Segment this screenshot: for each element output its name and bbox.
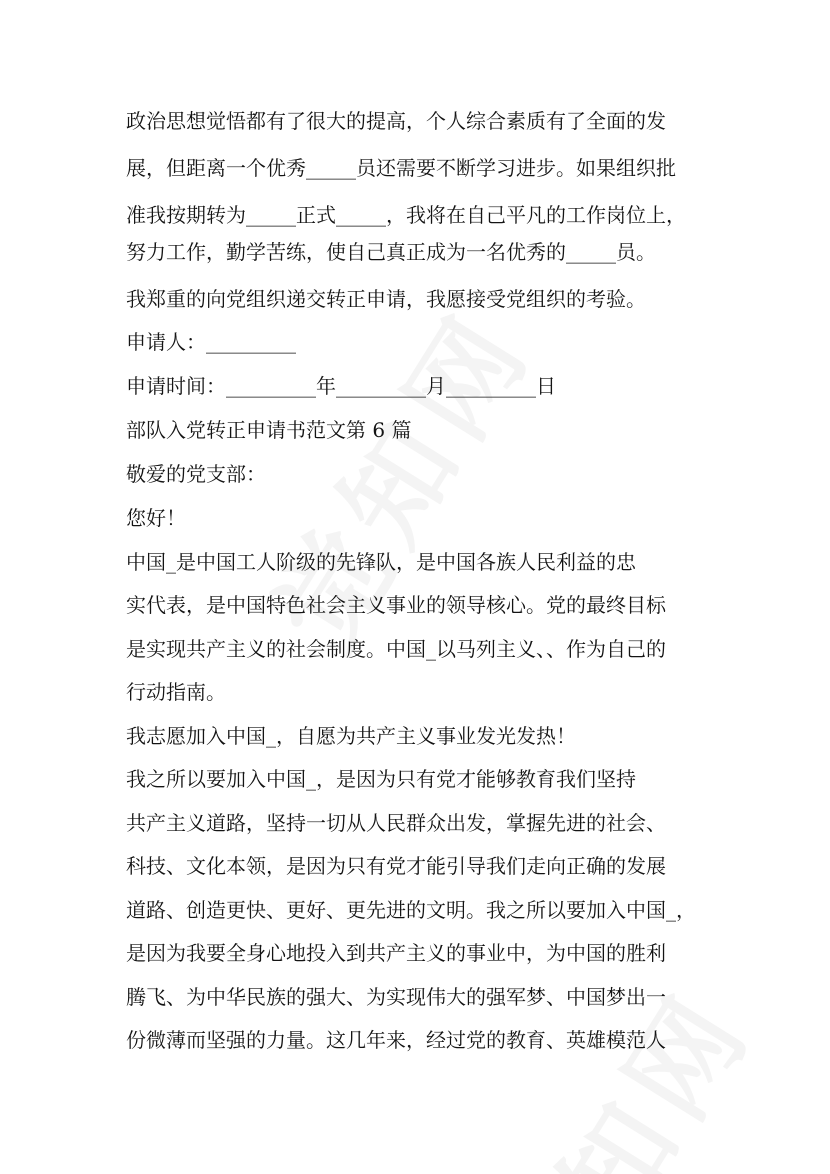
salutation: 敬爱的党支部： <box>126 462 266 486</box>
text-line: 展，但距离一个优秀_____员还需要不断学习进步。如果组织批 <box>126 156 676 180</box>
text-line: 科技、文化本领，是因为只有党才能引导我们走向正确的发展 <box>126 854 666 878</box>
text-line: 是因为我要全身心地投入到共产主义的事业中，为中国的胜利 <box>126 941 666 965</box>
text-line: 份微薄而坚强的力量。这几年来，经过党的教育、英雄模范人 <box>126 1028 666 1052</box>
section-heading: 部队入党转正申请书范文第 6 篇 <box>126 418 412 442</box>
date-line: 申请时间：_________年_________月_________日 <box>126 374 556 398</box>
text-line: 是实现共产主义的社会制度。中国_以马列主义、、作为自己的 <box>126 637 666 661</box>
text-line: 行动指南。 <box>126 680 226 704</box>
applicant-line: 申请人：_________ <box>126 330 296 354</box>
greeting: 您好！ <box>126 506 186 530</box>
text-line: 政治思想觉悟都有了很大的提高，个人综合素质有了全面的发 <box>126 109 666 133</box>
text-line: 腾飞、为中华民族的强大、为实现伟大的强军梦、中国梦出一 <box>126 985 666 1009</box>
text-line: 准我按期转为_____正式_____，我将在自己平凡的工作岗位上， <box>126 203 686 227</box>
text-line: 我郑重的向党组织递交转正申请，我愿接受党组织的考验。 <box>126 287 646 311</box>
text-line: 共产主义道路，坚持一切从人民群众出发，掌握先进的社会、 <box>126 811 666 835</box>
text-line: 我之所以要加入中国_，是因为只有党才能够教育我们坚持 <box>126 767 636 791</box>
text-line: 道路、创造更快、更好、更先进的文明。我之所以要加入中国_， <box>126 898 696 922</box>
text-line: 中国_是中国工人阶级的先锋队，是中国各族人民利益的忠 <box>126 550 636 574</box>
text-line: 实代表，是中国特色社会主义事业的领导核心。党的最终目标 <box>126 593 666 617</box>
text-line: 我志愿加入中国_，自愿为共产主义事业发光发热！ <box>126 724 576 748</box>
text-line: 努力工作，勤学苦练，使自己真正成为一名优秀的_____员。 <box>126 240 656 264</box>
